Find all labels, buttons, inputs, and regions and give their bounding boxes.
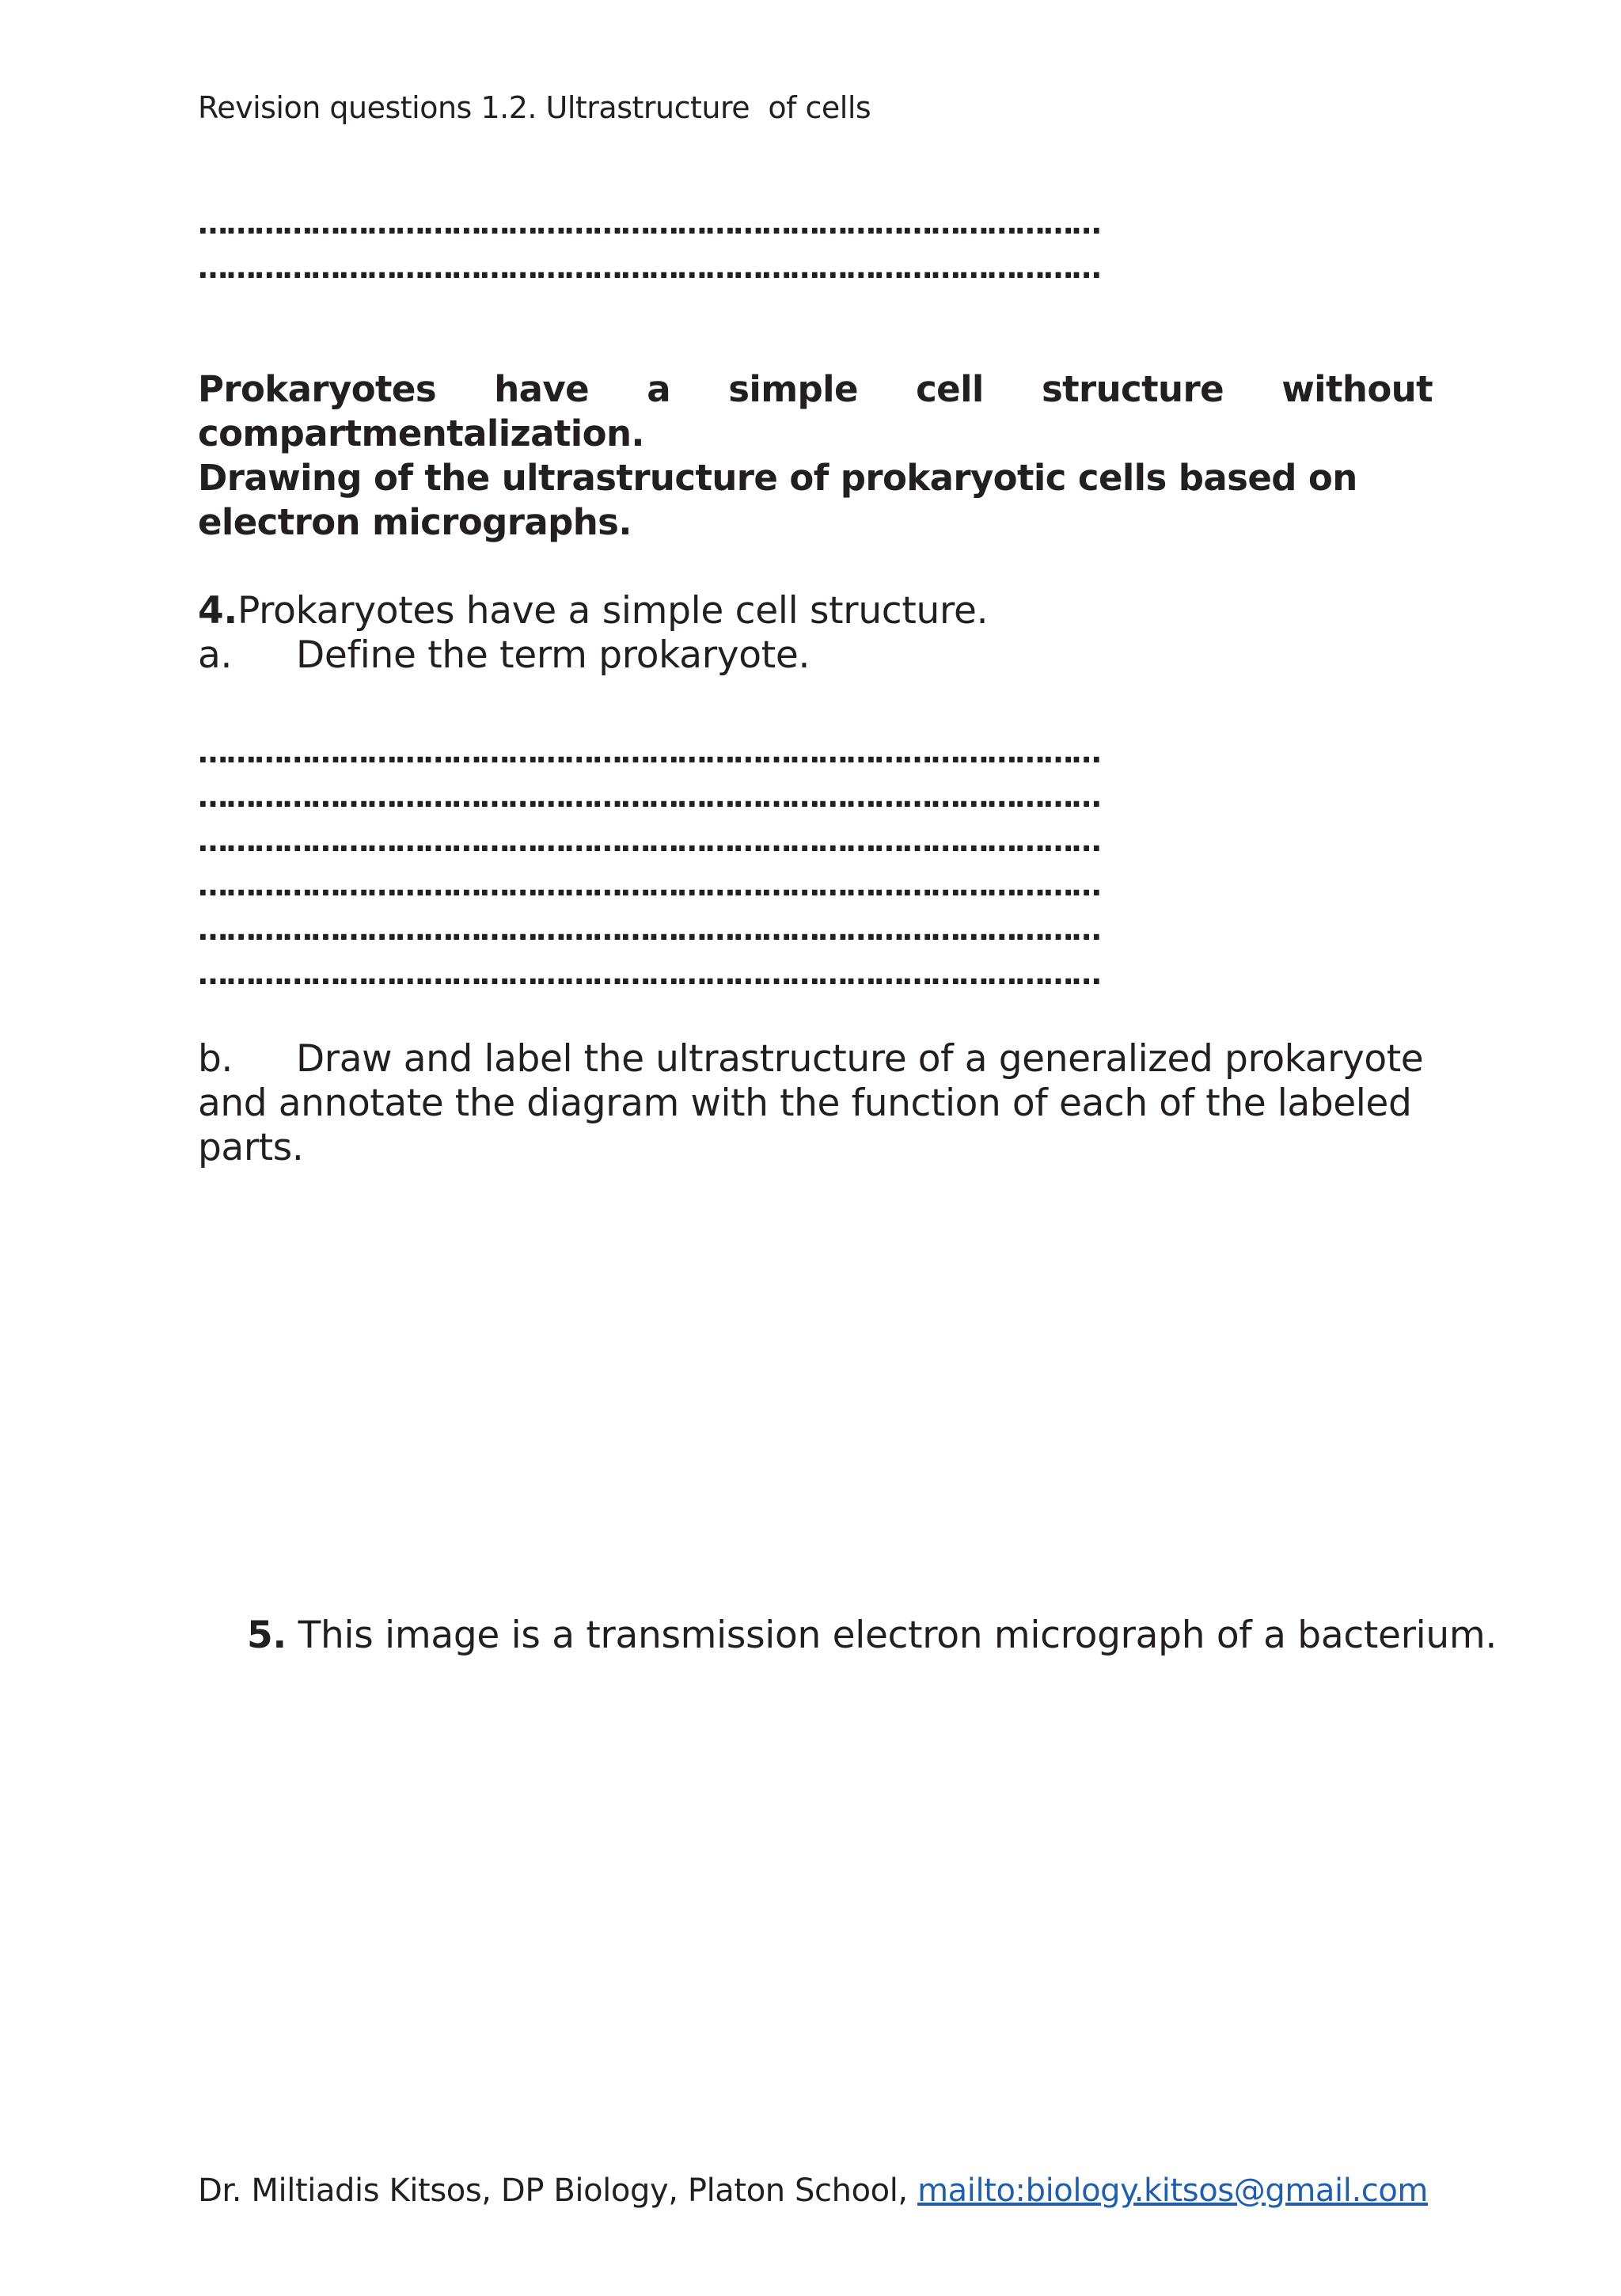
answer-line: …………………………………………………………………………………… bbox=[198, 736, 1100, 768]
heading-word: structure bbox=[1041, 368, 1224, 410]
question-4b bbox=[198, 1037, 1433, 1170]
heading-word: a bbox=[647, 368, 671, 410]
question-5 bbox=[247, 1614, 1497, 1658]
question-4-stem bbox=[198, 589, 988, 633]
question-text: This image is a transmission electron micrograph of a bacterium. bbox=[298, 1614, 1498, 1657]
page-footer bbox=[198, 2172, 1428, 2209]
answer-line: …………………………………………………………………………………… bbox=[198, 207, 1100, 239]
heading-word: Prokaryotes bbox=[198, 368, 437, 410]
section-heading-line1b: compartmentalization. bbox=[198, 412, 644, 454]
section-heading-line1 bbox=[198, 367, 1433, 412]
answer-line: …………………………………………………………………………………… bbox=[198, 914, 1100, 945]
answer-line: …………………………………………………………………………………… bbox=[198, 869, 1100, 901]
answer-line: …………………………………………………………………………………… bbox=[198, 825, 1100, 857]
page-header: Revision questions 1.2. Ultrastructure of cells bbox=[198, 90, 871, 125]
footer-author: Dr. Miltiadis Kitsos, DP Biology, Platon School, bbox=[198, 2172, 918, 2209]
part-label: a. bbox=[198, 633, 233, 677]
answer-line: …………………………………………………………………………………… bbox=[198, 781, 1100, 812]
heading-word: have bbox=[494, 368, 590, 410]
question-4a bbox=[198, 633, 810, 678]
answer-line: …………………………………………………………………………………… bbox=[198, 252, 1100, 283]
heading-word: simple bbox=[728, 368, 858, 410]
question-number: 4. bbox=[198, 589, 237, 633]
heading-word: without bbox=[1281, 368, 1433, 410]
part-label: b. bbox=[198, 1037, 233, 1081]
part-text: Draw and label the ultrastructure of a generalized prokaryote and annotate the diagram with the function of each of the labeled parts. bbox=[198, 1037, 1424, 1169]
section-heading-line2: Drawing of the ultrastructure of prokaryotic cells based on electron micrographs. bbox=[198, 457, 1357, 543]
part-text: Define the term prokaryote. bbox=[296, 633, 810, 677]
email-link[interactable]: mailto:biology.kitsos@gmail.com bbox=[917, 2172, 1428, 2209]
section-heading bbox=[198, 367, 1433, 545]
heading-word: cell bbox=[916, 368, 984, 410]
question-number: 5. bbox=[247, 1614, 287, 1657]
question-text: Prokaryotes have a simple cell structure. bbox=[237, 589, 989, 633]
answer-line: …………………………………………………………………………………… bbox=[198, 958, 1100, 990]
